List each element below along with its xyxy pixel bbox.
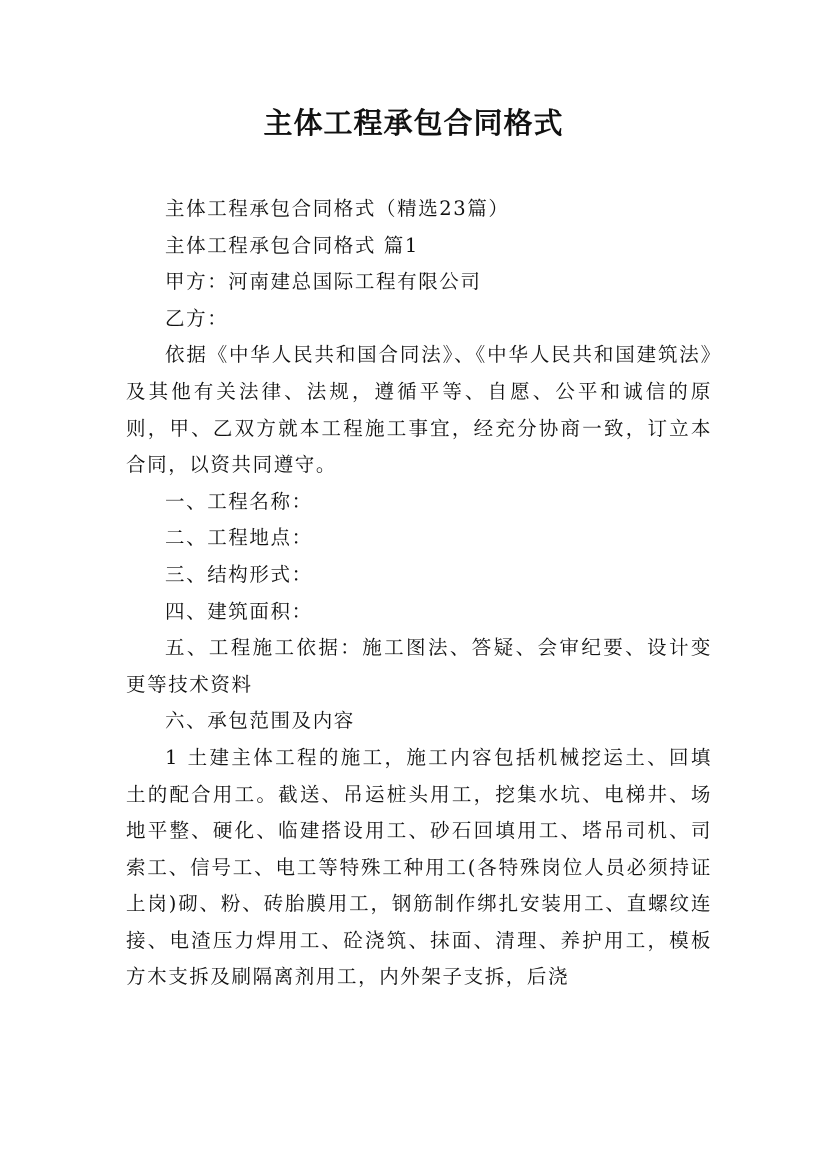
paragraph-preamble: 依据《中华人民共和国合同法》、《中华人民共和国建筑法》及其他有关法律、法规，遵循平等、自愿、公平和诚信的原则，甲、乙双方就本工程施工事宜，经充分协商一致，订立本合同，以资共同遵守。 <box>126 343 712 477</box>
document-title: 主体工程承包合同格式 <box>263 106 564 140</box>
paragraph-structure-type: 三、结构形式： <box>165 562 313 586</box>
paragraph-subtitle: 主体工程承包合同格式（精选23篇） <box>165 197 510 220</box>
document-body <box>126 191 712 996</box>
paragraph-party-b: 乙方： <box>165 306 229 330</box>
paragraph-section-heading: 主体工程承包合同格式 篇1 <box>165 233 419 257</box>
paragraph-construction-basis: 五、工程施工依据：施工图法、答疑、会审纪要、设计变更等技术资料 <box>126 636 712 696</box>
paragraph-project-name: 一、工程名称： <box>165 489 313 513</box>
paragraph-party-a: 甲方：河南建总国际工程有限公司 <box>165 270 482 294</box>
paragraph-project-location: 二、工程地点： <box>165 526 313 550</box>
paragraph-building-area: 四、建筑面积： <box>165 599 313 623</box>
paragraph-scope-heading: 六、承包范围及内容 <box>165 709 355 733</box>
paragraph-scope-item-1: 1 土建主体工程的施工，施工内容包括机械挖运土、回填土的配合用工。截送、吊运桩头用工，挖集水坑、电梯井、场地平整、硬化、临建搭设用工、砂石回填用工、塔吊司机、司索工、信号工、电工等特殊工种用工(各特殊岗位人员必须持证上岗)砌、粉、砖胎膜用工，钢筋制作绑扎安装用工、直螺纹连接、电渣压力焊用工、砼浇筑、抹面、清理、养护用工，模板方木支拆及刷隔离剂用工，内外架子支拆，后浇 <box>126 745 712 989</box>
